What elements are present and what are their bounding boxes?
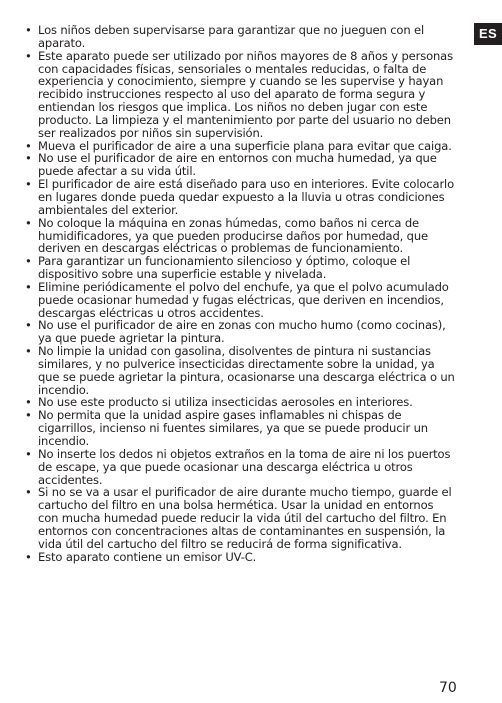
list-item: • Los niños deben supervisarse para garantizar que no jueguen con el aparato. (24, 24, 456, 50)
list-item: • Esto aparato contiene un emisor UV-C. (24, 551, 456, 564)
list-item: • Para garantizar un funcionamiento silencioso y óptimo, coloque el dispositivo sobre una superficie estable y nivelada. (24, 255, 456, 281)
language-tab: ES (474, 23, 502, 45)
safety-instructions-list (24, 24, 456, 563)
list-item: • No permita que la unidad aspire gases inflamables ni chispas de cigarrillos, incienso ni fuentes similares, ya que se puede producir un incendio. (24, 409, 456, 448)
list-item: • Elimine periódicamente el polvo del enchufe, ya que el polvo acumulado puede ocasionar humedad y fugas eléctricas, que deriven en incendios, descargas eléctricas u otros accidentes. (24, 281, 456, 320)
list-item: • Mueva el purificador de aire a una superficie plana para evitar que caiga. (24, 140, 456, 153)
list-item: • No use el purificador de aire en zonas con mucho humo (como cocinas), ya que puede agrietar la pintura. (24, 319, 456, 345)
list-item: • No coloque la máquina en zonas húmedas, como baños ni cerca de humidificadores, ya que pueden producirse daños por humedad, que deriven en descargas eléctricas o problemas de funcionamiento. (24, 217, 456, 256)
list-item: • No inserte los dedos ni objetos extraños en la toma de aire ni los puertos de escape, ya que puede ocasionar una descarga eléctrica u otros accidentes. (24, 448, 456, 487)
list-item: • No use este producto si utiliza insecticidas aerosoles en interiores. (24, 396, 456, 409)
list-item: • El purificador de aire está diseñado para uso en interiores. Evite colocarlo en lugares donde pueda quedar expuesto a la lluvia u otras condiciones ambientales del exterior. (24, 178, 456, 217)
list-item: • Si no se va a usar el purificador de aire durante mucho tiempo, guarde el cartucho del filtro en una bolsa hermética. Usar la unidad en entornos con mucha humedad puede reducir la vida útil del cartucho del filtro. En entornos con concentraciones altas de contaminantes en suspensión, la vida útil del cartucho del filtro se reducirá de forma significativa. (24, 486, 456, 550)
list-item: • No use el purificador de aire en entornos con mucha humedad, ya que puede afectar a su vida útil. (24, 152, 456, 178)
list-item: • No limpie la unidad con gasolina, disolventes de pintura ni sustancias similares, y no pulverice insecticidas directamente sobre la unidad, ya que se puede agrietar la pintura, ocasionarse una descarga eléctrica o un incendio. (24, 345, 456, 396)
list-item: • Este aparato puede ser utilizado por niños mayores de 8 años y personas con capacidades físicas, sensoriales o mentales reducidas, o falta de experiencia y conocimiento, siempre y cuando se les supervise y hayan recibido instrucciones respecto al uso del aparato de forma segura y entiendan los riesgos que implica. Los niños no deben jugar con este producto. La limpieza y el mantenimiento por parte del usuario no deben ser realizados por niños sin supervisión. (24, 50, 456, 140)
page-number: 70 (439, 680, 457, 696)
